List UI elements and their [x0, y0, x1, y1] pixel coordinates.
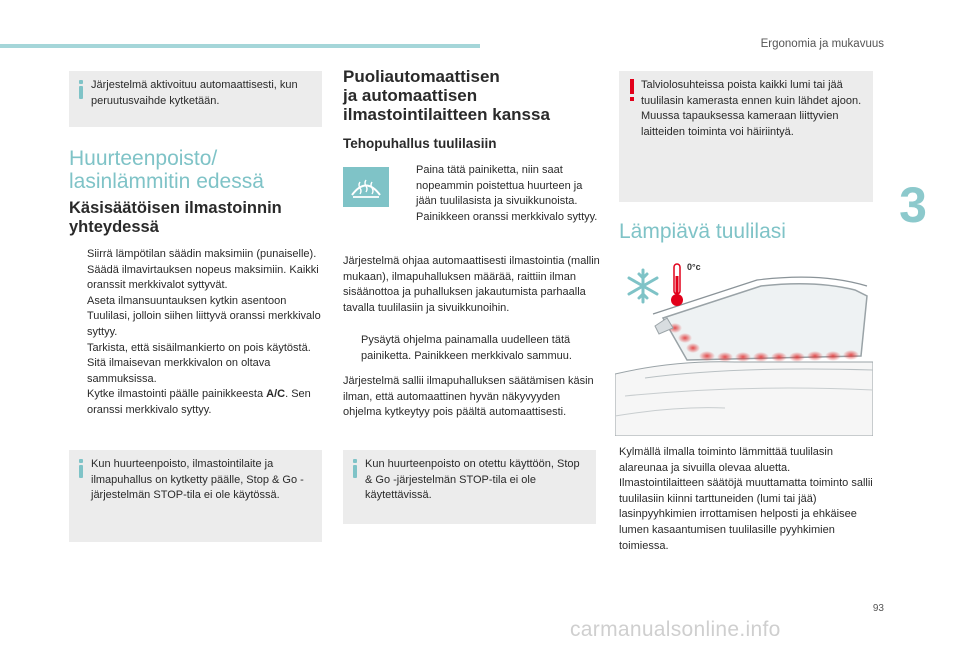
auto-ac-paragraph: Järjestelmä ohjaa automaattisesti ilmastointia (mallin mukaan), ilmapuhalluksen määrää, raittiin ilman sisäänottoa ja puhalluksen jakautumista parhaalla tavalla tuulilasiin ja sivuikkunoihin.	[343, 255, 600, 314]
heated-windscreen-illustration	[615, 256, 873, 436]
manual-override-paragraph: Järjestelmä sallii ilmapuhalluksen säätämisen käsin ilman, että automaattinen hyvän näkyvyyden ohjelma kytkeytyy pois päältä automaattisesti.	[343, 375, 594, 419]
page-number: 93	[872, 603, 884, 614]
info-note-stop-go: Kun huurteenpoisto, ilmastointilaite ja ilmapuhallus on kytketty päälle, Stop & Go -järjestelmän STOP-tila ei ole käytössä.	[69, 450, 322, 542]
info-note-top: Järjestelmä aktivoituu automaattisesti, kun peruutusvaihde kytketään.	[69, 71, 322, 127]
temperature-label: 0°c	[687, 262, 701, 272]
chapter-number: 3	[899, 177, 927, 233]
list-item: Siirrä lämpötilan säädin maksimiin (punaiselle).	[87, 248, 317, 260]
info-icon	[353, 459, 357, 477]
demist-button-step	[398, 163, 598, 225]
info-note-stop-go-2: Kun huurteenpoisto on otettu käyttöön, Stop & Go -järjestelmän STOP-tila ei ole käytettävissä.	[343, 450, 596, 524]
list-item: Aseta ilmansuuntauksen kytkin asentoon Tuulilasi, jolloin siihen liittyvä oranssi merkkivalo syttyy.	[87, 294, 321, 338]
list-item: Tarkista, että sisäilmankierto on pois käytöstä. Sitä ilmaisevan merkkivalon on oltava sammuksissa.	[87, 341, 311, 385]
manual-ac-steps	[69, 247, 321, 419]
section-heading-auto-ac: Puoliautomaattisen ja automaattisen ilmastointilaitteen kanssa	[343, 67, 550, 124]
list-item: Paina tätä painiketta, niin saat nopeammin poistettua huurteen ja jään tuulilasista ja sivuikkunoista. Painikkeen oranssi merkkivalo syttyy.	[416, 164, 598, 223]
list-item: Kytke ilmastointi päälle painikkeesta A/C. Sen oranssi merkkivalo syttyy.	[87, 388, 311, 416]
header-rule	[0, 44, 480, 48]
header-title: Ergonomia ja mukavuus	[760, 38, 884, 50]
subheading-manual-ac: Käsisäätöisen ilmastoinnin yhteydessä	[69, 199, 282, 236]
warning-note-camera: Talviolosuhteissa poista kaikki lumi tai jää tuulilasin kamerasta ennen kuin lähdet ajoon. Muussa tapauksessa kameraan liittyvien laitteiden toiminta voi häiriintyä.	[619, 71, 873, 202]
info-icon	[79, 80, 83, 98]
list-item: Säädä ilmavirtauksen nopeus maksimiin. Kaikki oranssit merkkivalot syttyvät.	[87, 263, 319, 292]
heated-windscreen-paragraph: Kylmällä ilmalla toiminto lämmittää tuulilasin alareunaa ja sivuilla olevaa aluetta. Ilmastointilaitteen säätöjä muuttamatta toiminto sallii tuulilasiin kiinni tarttuneiden (lumi tai jää) lasinpyyhkimien irrottamisen helposti ja ehkäisee lumen kasaantumisen tuulilasille pyyhkimien toimiessa.	[619, 446, 873, 552]
watermark: carmanualsonline.info	[570, 618, 781, 641]
windscreen-demist-icon	[343, 167, 389, 207]
subheading-windscreen-boost: Tehopuhallus tuulilasiin	[343, 136, 497, 151]
list-item: Pysäytä ohjelma painamalla uudelleen tätä painiketta. Painikkeen merkkivalo sammuu.	[361, 334, 572, 362]
section-heading-front-defrost: Huurteenpoisto/ lasinlämmitin edessä	[69, 147, 264, 193]
info-icon	[79, 459, 83, 477]
section-heading-heated-windscreen: Lämpiävä tuulilasi	[619, 220, 786, 243]
stop-program-step	[343, 333, 601, 364]
warning-icon	[628, 79, 636, 101]
